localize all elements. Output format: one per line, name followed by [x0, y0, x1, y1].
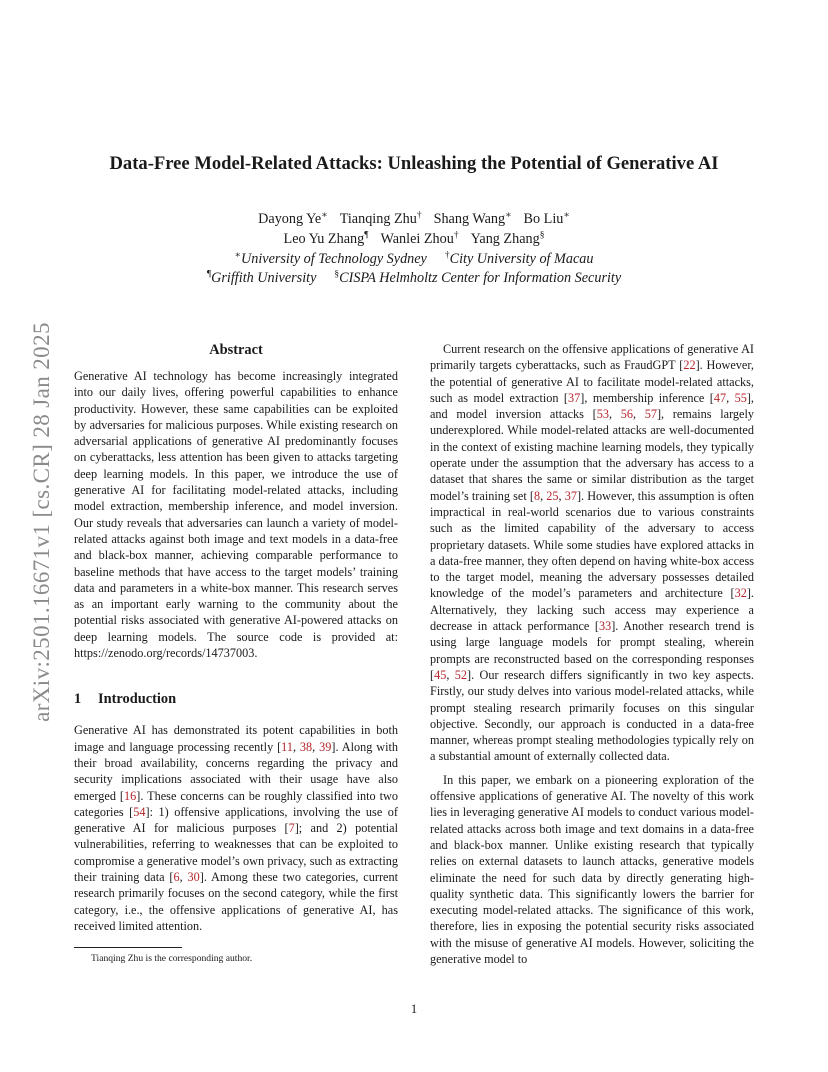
citation-link[interactable]: 11 [281, 739, 293, 754]
author-block [70, 210, 758, 289]
affiliation [207, 269, 317, 289]
affiliation [445, 250, 594, 270]
citation-link[interactable]: 53 [596, 407, 609, 422]
citation-link[interactable]: 6 [173, 870, 180, 885]
citation-link[interactable]: 16 [124, 788, 137, 803]
paper-page: arXiv:2501.16671v1 [cs.CR] 28 Jan 2025 Data-Free Model-Related Attacks: Unleashing the Potential of Generative AI Dayong Ye∗ Tianqing Zhu† Shang Wang∗ Bo Liu∗ Leo Yu Zhang¶ Wanlei Zhou† Yang Zhang§ ∗University of Technology Sydney †City University of Macau ¶Griffith University §CISPA Helmholtz Center for Information Security Abstract Generative AI technology has become increasingly integrated into our daily lives, offering powerful capabilities to enhance productivity. However, these same capabilities can be exploited by adversaries for malicious purposes. While existing research on adversarial applications of generative AI predominantly focuses on cyberattacks, less attention has been given to attacks targeting deep learning models. In this paper, we introduce the use of generative AI for facilitating model-related attacks, including model extraction, membership inference, and model inversion. Our study reveals that adversaries can launch a variety of model-related attacks against both image and text models in a data-free and black-box manner, achieving comparable performance to baseline methods that have access to the target models’ training data and parameters in a white-box manner. This research serves as an important early warning to the community about the potential risks associated with generative AI-powered attacks on deep learning models. The source code is provided at: https://zenodo.org/records/14737003. 1 Introduction Generative AI has demonstrated its potent capabilities in both image and language processing recently [11, 38, 39]. Along with their broad availability, concerns regarding the privacy and security implications associated with their usage have also emerged [16]. These concerns can be roughly classified into two categories [54]: 1) offensive applications, involving the use of generative AI for malicious purposes [7]; and 2) potential vulnerabilities, referring to weaknesses that can be exploited to compromise a generative model’s own privacy, such as extracting their training data [6, 30]. Among these two categories, current research primarily focuses on the second category, while the first category, i.e., the offensive applications of generative AI, has received limited attention. Tianqing Zhu is the corresponding author. Current research on the offensive applications of generative AI primarily targets cyberattacks, such as FraudGPT [22]. However, the potential of generative AI to facilitate model-related attacks, such as model extraction [37], membership inference [47, 55], and model inversion attacks [53, 56, 57], remains largely underexplored. While model-related attacks are well-documented in the context of existing machine learning models, they typically operate under the assumption that the adversary has access to a dataset that shares the same or similar distribution as the target model’s training set [8, 25, 37]. However, this assumption is often impractical in real-world scenarios due to various constraints such as the limited capability of the adversary to access proprietary datasets. While some studies have explored attacks in a data-free manner, they often depend on having white-box access to the target model, meaning the adversary possesses detailed knowledge of the model’s parameters and architecture [32]. Alternatively, they lacking such access may experience a decrease in attack performance [33]. Another research trend is using large language models for prompt stealing, wherein prompts are reconstructed based on the corresponding responses [45, 52]. Our research differs significantly in two key aspects. Firstly, our study delves into various model-related attacks, while prompt stealing research primarily focuses on this singular objective. Secondly, our approach is conducted in a data-free manner, whereas prompt stealing methodologies typically rely on a substantial amount of externally collected data. In this paper, we embark on a pioneering exploration of the offensive applications of generative AI. The novelty of this work lies in leveraging generative AI models to conduct various model-related attacks across both image and text domains in a data-free and black-box manner. Unlike existing research that typically relies on external datasets to launch attacks, generative models eliminate the need for such data by directly generating high-quality synthetic data. This significantly lowers the barrier for executing model-related attacks. The significance of this work, therefore, lies in exposing the potential security risks associated with the misuse of generative AI models. However, soliciting the generative model to 1 [0, 0, 828, 1072]
page-number: 1 [410, 1002, 418, 1016]
abstract-text: Generative AI technology has become increasingly integrated into our daily lives, offering powerful capabilities to enhance productivity. However, these same capabilities can be exploited by adversaries for malicious purposes. While existing research on adversarial applications of generative AI predominantly focuses on cyberattacks, less attention has been given to attacks targeting deep learning models. In this paper, we introduce the use of generative AI for facilitating model-related attacks, including model extraction, membership inference, and model inversion. Our study reveals that adversaries can launch a variety of model-related attacks against both image and text models in a data-free and black-box manner, achieving comparable performance to baseline methods that have access to the target models’ training data and parameters in a white-box manner. This research serves as an important early warning to the community about the potential risks associated with generative AI-powered attacks on deep learning models. The source code is provided at: https://zenodo.org/records/14737003. [74, 369, 398, 661]
affiliation-name: Griffith University [211, 270, 317, 287]
affiliation-row-2 [70, 269, 758, 289]
author-mark: ∗ [563, 210, 570, 221]
author-name: Tianqing Zhu [339, 211, 417, 227]
citation-link[interactable]: 30 [187, 870, 200, 885]
citation-link[interactable]: 22 [683, 358, 696, 373]
citation-link[interactable]: 54 [133, 804, 146, 819]
author-mark: ∗ [505, 210, 512, 221]
author-mark: § [539, 230, 545, 241]
citation-link[interactable]: 8 [533, 488, 541, 503]
affiliation-mark: ∗ [234, 249, 242, 260]
intro-paragraph-3: In this paper, we embark on a pioneering exploration of the offensive applications of generative AI. The novelty of this work lies in leveraging generative AI models to conduct various model-related attacks across both image and text domains in a data-free and black-box manner. Unlike existing research that typically relies on external datasets to launch attacks, generative models eliminate the need for such data by directly generating high-quality synthetic data. This significantly lowers the barrier for executing model-related attacks. The significance of this work, therefore, lies in exposing the potential security risks associated with the misuse of generative AI models. However, soliciting the generative model to [430, 772, 754, 966]
author-mark: † [416, 210, 422, 221]
author [434, 210, 512, 230]
author [381, 230, 459, 250]
citation-link[interactable]: 39 [319, 739, 332, 754]
section-title: Introduction [98, 691, 177, 708]
citation-link[interactable]: 47 [713, 390, 727, 405]
citation-link[interactable]: 45 [434, 667, 447, 682]
affiliation [235, 250, 427, 270]
author-name: Leo Yu Zhang [283, 230, 365, 247]
author-name: Shang Wang [433, 211, 506, 227]
footnote: Tianqing Zhu is the corresponding author. [91, 953, 253, 965]
affiliation-mark: ¶ [206, 269, 212, 280]
section-number: 1 [74, 691, 82, 708]
citation-link[interactable]: 52 [454, 667, 468, 682]
right-column [430, 341, 754, 967]
citation-link[interactable]: 55 [734, 390, 747, 405]
affiliation-name: University of Technology Sydney [241, 250, 427, 267]
intro-paragraph-1: Generative AI has demonstrated its potent capabilities in both image and language processing recently [11, 38, 39]. Along with their broad availability, concerns regarding the privacy and security implications associated with their usage have also emerged [16]. These concerns can be roughly classified into two categories [54]: 1) offensive applications, involving the use of generative AI for malicious purposes [7]; and 2) potential vulnerabilities, referring to weaknesses that can be exploited to compromise a generative model’s own privacy, such as extracting their training data [6, 30]. Among these two categories, current research primarily focuses on the second category, while the first category, i.e., the offensive applications of generative AI, has received limited attention. [74, 723, 399, 933]
author [258, 210, 328, 230]
author-name: Bo Liu [523, 211, 564, 227]
citation-link[interactable]: 32 [734, 586, 747, 601]
citation-link[interactable]: 56 [620, 407, 633, 422]
affiliation-mark: † [444, 249, 450, 260]
citation-link[interactable]: 57 [644, 407, 657, 422]
abstract-heading: Abstract [209, 342, 263, 358]
author [340, 210, 422, 230]
author-row-1 [70, 210, 758, 230]
citation-link[interactable]: 38 [299, 739, 313, 754]
section-heading-introduction [74, 690, 398, 708]
author [284, 230, 369, 250]
intro-paragraph-2: Current research on the offensive applications of generative AI primarily targets cyberattacks, such as FraudGPT [22]. However, the potential of generative AI to facilitate model-related attacks, such as model extraction [37], membership inference [47, 55], and model inversion attacks [53, 56, 57], remains largely underexplored. While model-related attacks are well-documented in the context of existing machine learning models, they typically operate under the assumption that the adversary has access to a dataset that shares the same or similar distribution as the target model’s training set [8, 25, 37]. However, this assumption is often impractical in real-world scenarios due to various constraints such as the limited capability of the adversary to access proprietary datasets. While some studies have explored attacks in a data-free manner, they often depend on having white-box access to the target model, meaning the adversary possesses detailed knowledge of the model’s parameters and architecture [32]. Alternatively, they lacking such access may experience a decrease in attack performance [33]. Another research trend is using large language models for prompt stealing, wherein prompts are reconstructed based on the corresponding responses [45, 52]. Our research differs significantly in two key aspects. Firstly, our study delves into various model-related attacks, while prompt stealing research primarily focuses on this singular objective. Secondly, our approach is conducted in a data-free manner, whereas prompt stealing methodologies typically rely on a substantial amount of externally collected data. [430, 342, 755, 764]
author [471, 230, 545, 250]
affiliation [334, 269, 621, 289]
citation-link[interactable]: 37 [568, 390, 581, 405]
author-mark: † [453, 230, 459, 241]
citation-link[interactable]: 7 [288, 821, 295, 836]
footnote-rule [74, 947, 182, 948]
author-name: Yang Zhang [470, 230, 540, 247]
affiliation-name: CISPA Helmholtz Center for Information Security [339, 270, 622, 287]
citation-link[interactable]: 25 [546, 488, 559, 503]
author-row-2 [70, 230, 758, 250]
affiliation-row-1 [70, 250, 758, 270]
author-name: Wanlei Zhou [380, 230, 454, 247]
paper-title: Data-Free Model-Related Attacks: Unleashing the Potential of Generative AI [109, 153, 719, 174]
left-column [74, 341, 398, 965]
citation-link[interactable]: 33 [598, 619, 612, 634]
affiliation-name: City University of Macau [449, 250, 594, 267]
citation-link[interactable]: 37 [564, 488, 577, 503]
author-mark: ¶ [364, 230, 369, 241]
affiliation-mark: § [334, 269, 340, 280]
author-mark: ∗ [321, 210, 328, 221]
author-name: Dayong Ye [258, 211, 322, 227]
author [524, 210, 570, 230]
